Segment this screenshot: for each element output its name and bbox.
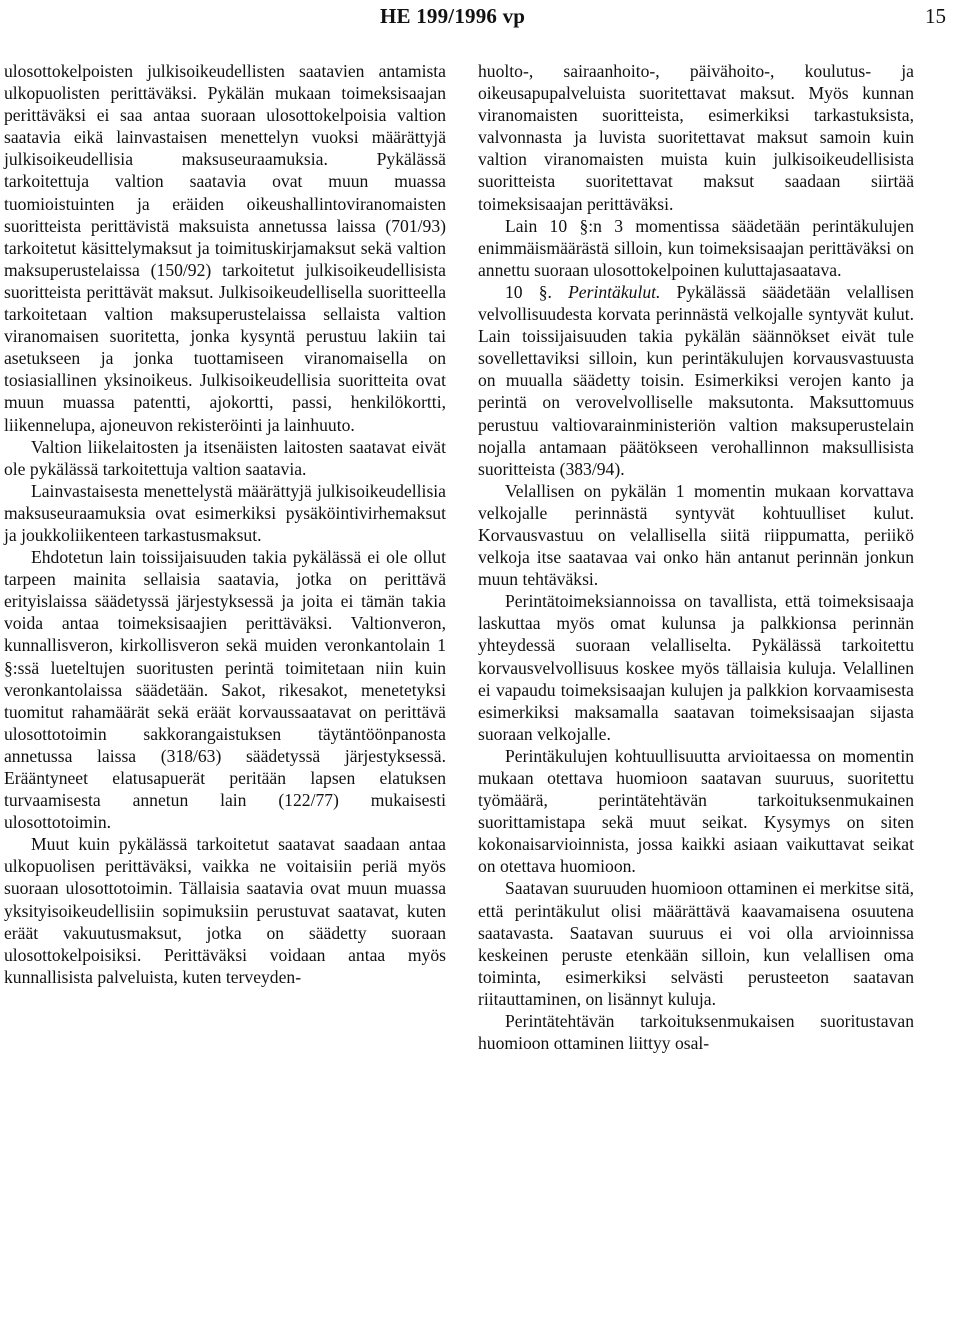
page-header — [0, 0, 960, 40]
paragraph: ulosottokelpoisten julkisoikeudellisten saatavien antamista ulkopuolisten perittäväksi. Pykälän mukaan toimeksisaajan perittäväksi ei saa antaa suoraan ulosottokelpoisia valtion saatavia eikä lainvastaisen menettelyn vuoksi määrättyjä julkisoikeudellisia maksuseuraamuksia. Pykälässä tarkoitettuja valtion saatavia ovat muun muassa tuomioistuinten ja eräiden oikeushallintoviranomaisten suoritteista perittävistä maksuista annetussa laissa (701/93) tarkoitetut käsittelymaksut ja toimituskirjamaksut sekä valtion maksuperustelaissa (150/92) tarkoitetut julkisoikeudellisista suoritteista perittävät maksut. Julkisoikeudellisella suoritteella tarkoitetaan valtion maksuperustelaissa sellaista valtion viranomaisen suoritetta, jonka kysyntä perustuu lakiin tai asetukseen ja jonka tuottamiseen viranomaisella on tosiasiallinen yksinoikeus. Julkisoikeudellisia suoritteita ovat muun muassa patentti, ajokortti, passi, henkilökortti, liikennelupa, ajoneuvon rekisteröinti ja lainhuuto. — [4, 61, 446, 435]
left-column — [4, 60, 446, 988]
paragraph: huolto-, sairaanhoito-, päivähoito-, koulutus- ja oikeusapupalveluista suoritettavat maksut. Myös kunnan viranomaisten suoritteista, esimerkiksi tarkastuksista, valvonnasta ja luvista suoritettavat maksut samoin kuin valtion viranomaisten muista kuin julkisoikeudellisista suoritteista suoritettavat maksut saadaan siirtää toimeksisaajan perittäväksi. — [478, 61, 914, 214]
document-reference: HE 199/1996 vp — [380, 4, 526, 28]
paragraph: Valtion liikelaitosten ja itsenäisten laitosten saatavat eivät ole pykälässä tarkoitettuja valtion saatavia. — [4, 436, 446, 479]
paragraph: Ehdotetun lain toissijaisuuden takia pykälässä ei ole ollut tarpeen mainita sellaisia saatavia, jotka on perittävä erityislaissa säädetyssä järjestyksessä ja joita ei tämän takia voida antaa toimeksisaajien perittäväksi. Valtionveron, kunnallisveron, kirkollisveron sekä muiden veronkantolain 1 §:ssä lueteltujen suoritusten perintä toimitetaan niin kuin veronkantolaissa säädetään. Sakot, rikesakot, menetetyksi tuomitut rahamäärät sekä eräät korvaussaatavat on perittävä ulosottotoimin sakkorangaistuksen täytäntöönpanosta annetussa laissa (318/63) säädetyssä järjestyksessä. Erääntyneet elatusapuerät peritään lapsen elatuksen turvaamisesta annetun lain (122/77) mukaisesti ulosottotoimin. — [4, 547, 446, 833]
paragraph: Perintätehtävän tarkoituksenmukaisen suoritustavan huomioon ottaminen liittyy osal- — [478, 1011, 914, 1054]
right-column — [478, 60, 914, 1054]
paragraph: Muut kuin pykälässä tarkoitetut saatavat saadaan antaa ulkopuolisen perittäväksi, vaikka ne voitaisiin periä myös suoraan ulosottotoimin. Tällaisia saatavia ovat muun muassa yksityisoikeudellisiin sopimuksiin perustuvat saatavat, kuten eräät vakuutusmaksut, jotka on säädetty suoraan ulosottokelpoisiksi. Perittäväksi voidaan antaa myös kunnallisista palveluista, kuten terveyden- — [4, 834, 446, 987]
section-text: Pykälässä säädetään velallisen velvollisuudesta korvata perinnästä velkojalle syntyvät kulut. Lain toissijaisuuden takia pykälän säännökset eivät tule sovellettaviksi silloin, kun perintäkulujen korvausvastuusta on muualla säädetty toisin. Esimerkiksi verojen kanto ja perintä on verovelvolliselle maksutonta. Maksuttomuus perustuu valtiovarainministeriön valtion maksuperustelain nojalla antamaan päätökseen verohallinnon maksullisista suoritteista (383/94). — [478, 281, 914, 479]
paragraph: Perintäkulujen kohtuullisuutta arvioitaessa on momentin mukaan otettava huomioon saatavan suuruus, suoritettu työmäärä, perintätehtävän tarkoituksenmukainen suorittamistapa sekä muut seikat. Kysymys on siten kokonaisarvioinnista, jossa kaikki asiaan vaikuttavat seikat on otettava huomioon. — [478, 745, 914, 877]
paragraph: Perintätoimeksiannoissa on tavallista, että toimeksisaaja laskuttaa myös omat kulunsa ja palkkionsa perinnän yhteydessä suoraan velalliselta. Pykälässä tarkoitettu korvausvelvollisuus koskee myös tällaisia kuluja. Velallinen ei vapaudu toimeksisaajan kulujen ja palkkion korvaamisesta esimerkiksi maksamalla saatavan toimeksisaajan sijasta suoraan velkojalle. — [478, 591, 914, 744]
page-number: 15 — [925, 4, 946, 28]
paragraph: Lainvastaisesta menettelystä määrättyjä julkisoikeudellisia maksuseuraamuksia ovat esimerkiksi pysäköintivirhemaksut ja joukkoliikenteen tarkastusmaksut. — [4, 480, 446, 545]
section-paragraph — [478, 281, 914, 480]
paragraph: Saatavan suuruuden huomioon ottaminen ei merkitse sitä, että perintäkulut olisi määrättävä kaavamaisena osuutena saatavasta. Saatavan suuruus ei voi olla arvioinnissa keskeinen peruste etenkään silloin, kun velallisen oma toiminta, esimerkiksi selvästi perusteeton saatavan riitauttaminen, on lisännyt kuluja. — [478, 878, 914, 1009]
section-title: Perintäkulut. — [568, 281, 661, 302]
section-number: 10 §. — [505, 281, 569, 302]
paragraph: Velallisen on pykälän 1 momentin mukaan korvattava velkojalle perinnästä syntyvät kohtuulliset kulut. Korvausvastuu on velallisella siitä riippumatta, periikö velkoja itse saatavaa vai onko hän antanut perinnän jonkun muun tehtäväksi. — [478, 480, 914, 590]
paragraph: Lain 10 §:n 3 momentissa säädetään perintäkulujen enimmäismäärästä silloin, kun toimeksisaajan perittäväksi on annettu suoraan ulosottokelpoinen kuluttajasaatava. — [478, 215, 914, 280]
